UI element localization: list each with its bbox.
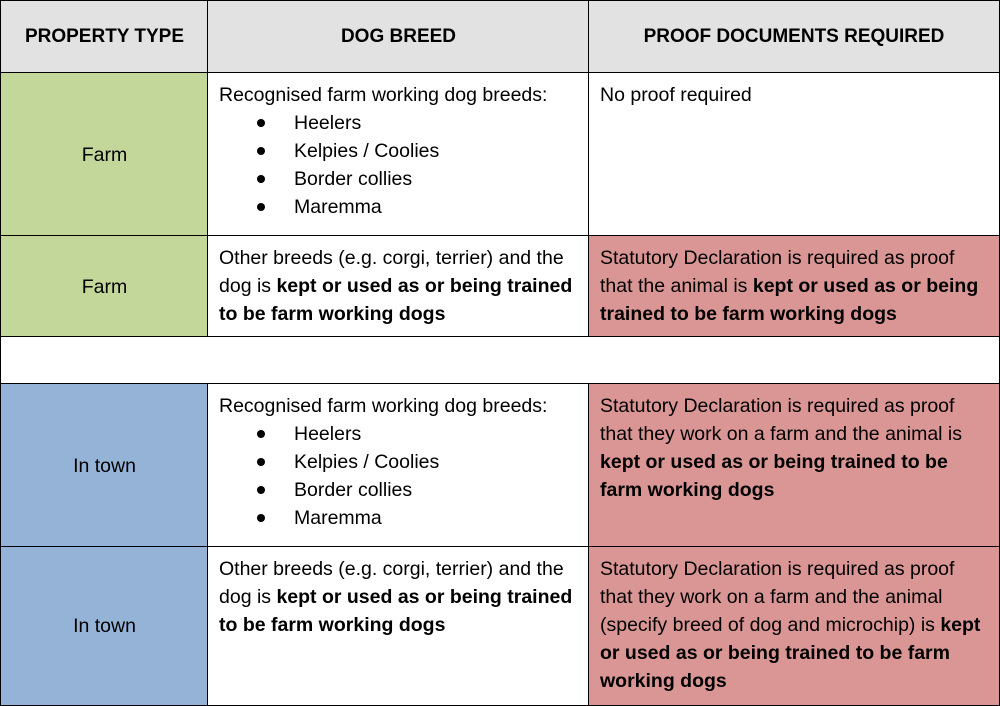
row-2-property-type: Farm	[0, 235, 209, 338]
breed-text-bold: kept or used as or being trained to be farm working dogs	[219, 275, 573, 325]
proof-text-bold: kept or used as or being trained to be farm working dogs	[600, 275, 979, 325]
row-3-proof	[588, 383, 1000, 548]
proof-text: Statutory Declaration is required as proof that they work on a farm and the animal is	[600, 395, 963, 445]
proof-text: Statutory Declaration is required as proof that they work on a farm and the animal (specify breed of dog and microchip) is	[600, 558, 955, 636]
row-1-proof	[588, 72, 1000, 237]
row-4-dog-breed	[207, 546, 590, 706]
row-1-dog-breed	[207, 72, 590, 237]
breed-list-item: Maremma	[219, 193, 579, 221]
breed-text: Other breeds (e.g. corgi, terrier) and the dog is	[219, 247, 564, 297]
breed-list-item: Heelers	[219, 420, 579, 448]
row-4-proof	[588, 546, 1000, 706]
row-3-dog-breed	[207, 383, 590, 548]
breed-list-item: Maremma	[219, 504, 579, 532]
proof-text-bold: kept or used as or being trained to be farm working dogs	[600, 451, 948, 501]
header-property-type: PROPERTY TYPE	[0, 0, 209, 74]
row-2-proof	[588, 235, 1000, 338]
breed-list-item: Border collies	[219, 165, 579, 193]
breed-list-item: Border collies	[219, 476, 579, 504]
breed-list-item: Kelpies / Coolies	[219, 448, 579, 476]
header-dog-breed: DOG BREED	[207, 0, 590, 74]
breed-list-item: Heelers	[219, 109, 579, 137]
breed-text-bold: kept or used as or being trained to be farm working dogs	[219, 586, 573, 636]
header-proof-documents: PROOF DOCUMENTS REQUIRED	[588, 0, 1000, 74]
breed-list	[219, 109, 579, 221]
proof-text-bold: kept or used as or being trained to be farm working dogs	[600, 614, 981, 692]
breed-intro: Recognised farm working dog breeds:	[219, 84, 548, 106]
proof-text: No proof required	[600, 84, 752, 106]
row-1-property-type: Farm	[0, 72, 209, 237]
breed-intro: Recognised farm working dog breeds:	[219, 395, 548, 417]
breed-list-item: Kelpies / Coolies	[219, 137, 579, 165]
spacer-row	[0, 336, 1000, 385]
row-4-property-type: In town	[0, 546, 209, 706]
row-3-property-type: In town	[0, 383, 209, 548]
breed-text: Other breeds (e.g. corgi, terrier) and the dog is	[219, 558, 564, 608]
breed-list	[219, 420, 579, 532]
row-2-dog-breed	[207, 235, 590, 338]
proof-text: Statutory Declaration is required as proof that the animal is	[600, 247, 955, 297]
